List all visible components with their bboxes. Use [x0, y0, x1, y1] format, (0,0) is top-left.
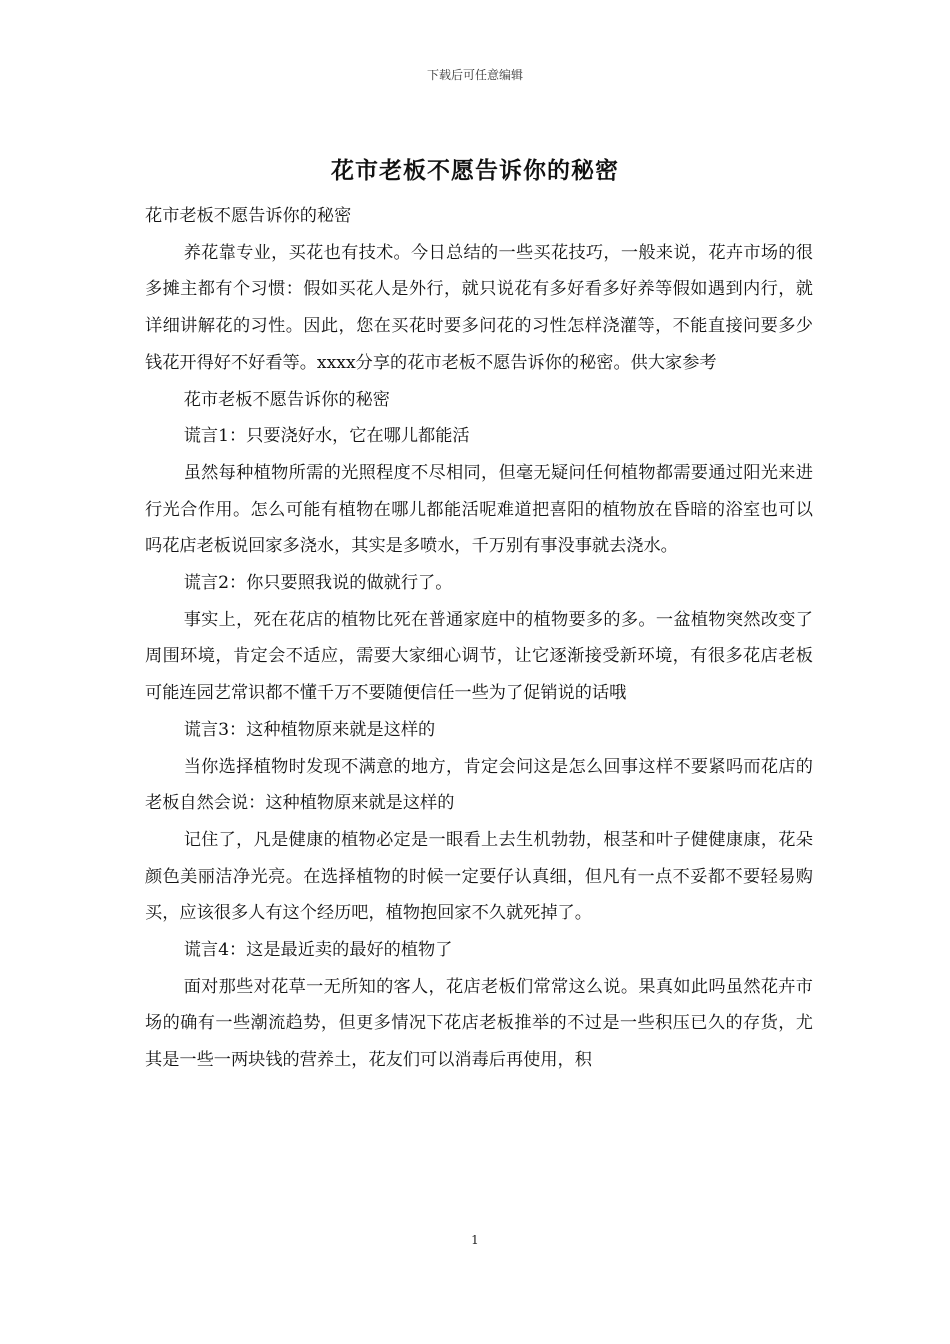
lie-heading-1: 谎言1：只要浇好水，它在哪儿都能活 — [183, 426, 470, 447]
paragraph: 记住了，凡是健康的植物必定是一眼看上去生机勃勃，根茎和叶子健健康康，花朵颜色美丽洁净光亮。在选择植物的时候一定要仔认真细，但凡有一点不妥都不要轻易购买，应该很多人有这个经历吧，植物抱回家不久就死掉了。 — [145, 829, 813, 924]
lie-heading-3: 谎言3：这种植物原来就是这样的 — [183, 719, 436, 740]
paragraph: 面对那些对花草一无所知的客人，花店老板们常常这么说。果真如此吗虽然花卉市场的确有一些潮流趋势，但更多情况下花店老板推举的不过是一些积压已久的存货，尤其是一些一两块钱的营养土，花友们可以消毒后再使用，积 — [145, 976, 813, 1071]
section-heading: 花市老板不愿告诉你的秘密 — [183, 389, 390, 410]
document-body — [145, 198, 813, 1079]
lie-heading-2: 谎言2：你只要照我说的做就行了。 — [183, 573, 453, 594]
lie-heading-4: 谎言4：这是最近卖的最好的植物了 — [183, 940, 453, 961]
paragraph: 事实上，死在花店的植物比死在普通家庭中的植物要多的多。一盆植物突然改变了周围环境，肯定会不适应，需要大家细心调节，让它逐渐接受新环境，有很多花店老板可能连园艺常识都不懂千万不要随便信任一些为了促销说的话哦 — [145, 609, 813, 704]
page-header: 下载后可任意编辑 — [426, 68, 523, 82]
page-number: 1 — [471, 1233, 479, 1247]
paragraph: 花市老板不愿告诉你的秘密 — [145, 206, 352, 226]
paragraph: 虽然每种植物所需的光照程度不尽相同，但毫无疑问任何植物都需要通过阳光来进行光合作用。怎么可能有植物在哪儿都能活呢难道把喜阳的植物放在昏暗的浴室也可以吗花店老板说回家多浇水，其实是多喷水，千万别有事没事就去浇水。 — [145, 462, 813, 557]
paragraph: 养花靠专业，买花也有技术。今日总结的一些买花技巧，一般来说，花卉市场的很多摊主都有个习惯：假如买花人是外行，就只说花有多好看多好养等假如遇到内行，就详细讲解花的习性。因此，您在买花时要多问花的习性怎样浇灌等，不能直接问要多少钱花开得好不好看等。xxxx分享的花市老板不愿告诉你的秘密。供大家参考 — [145, 242, 813, 373]
paragraph: 当你选择植物时发现不满意的地方，肯定会问这是怎么回事这样不要紧吗而花店的老板自然会说：这种植物原来就是这样的 — [145, 756, 813, 814]
document-title: 花市老板不愿告诉你的秘密 — [331, 157, 619, 184]
